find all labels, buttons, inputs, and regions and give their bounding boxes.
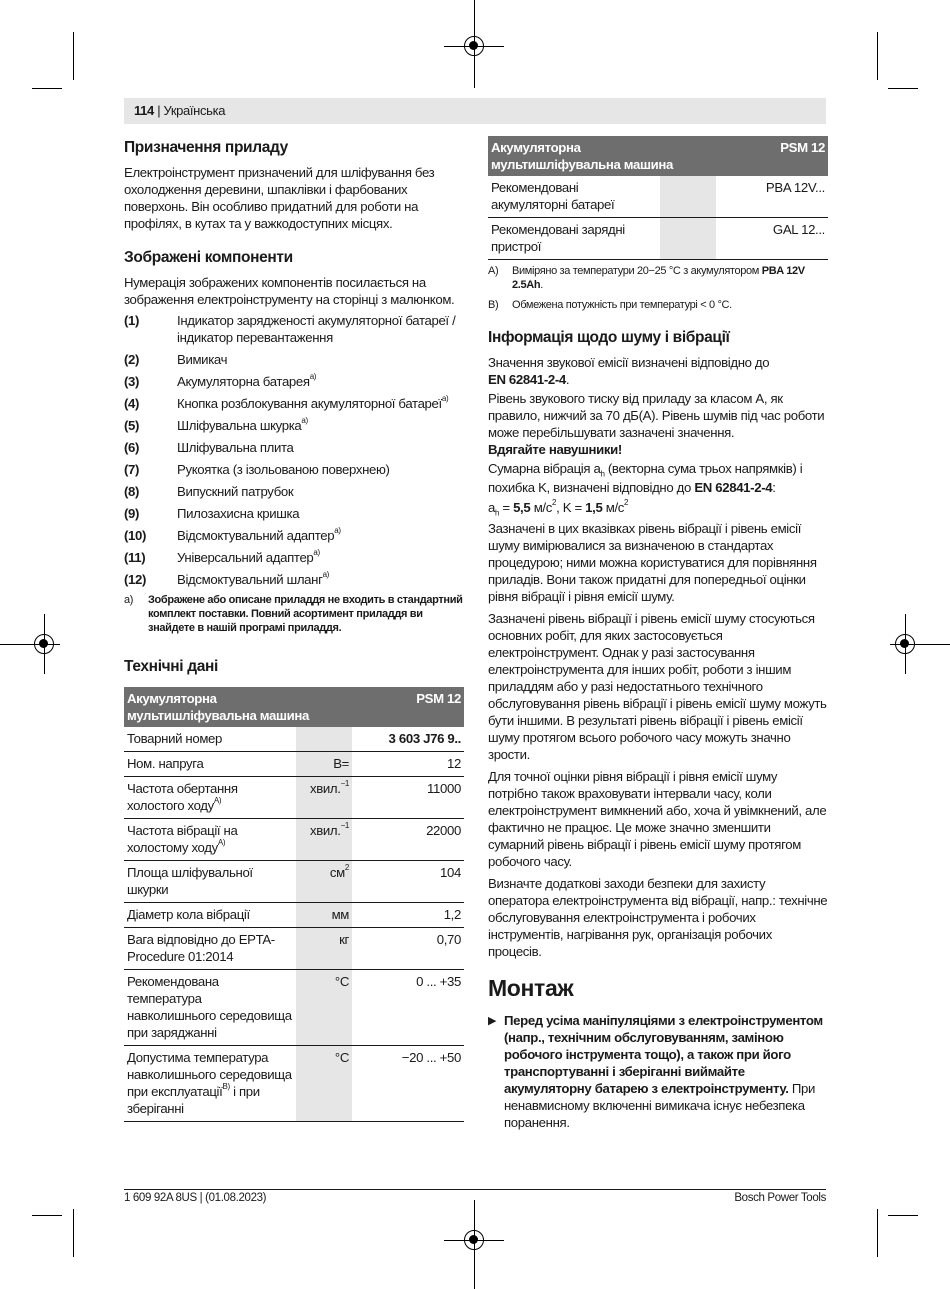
row-value: 3 603 J76 9..	[352, 727, 464, 752]
item-number: (5)	[124, 418, 140, 433]
row-unit	[660, 218, 716, 260]
item-footnote-ref: a)	[334, 526, 341, 535]
row-value: −20 ... +50	[352, 1046, 464, 1122]
table-row	[124, 1046, 464, 1122]
warning-bold: Перед усіма маніпуляціями з електроінструментом (напр., технічним обслуговуванням, заміною робочого інструмента тощо), а також при його транспортуванні і зберіганні виймайте акумуляторну батарею з електроінструменту.	[504, 1013, 823, 1097]
formula-symbol: a	[488, 499, 495, 515]
formula-value: 1,5	[585, 499, 603, 515]
list-item	[124, 439, 464, 456]
item-number: (3)	[124, 374, 140, 389]
table-row	[124, 970, 464, 1046]
row-value: 0 ... +35	[352, 970, 464, 1046]
row-value: 1,2	[352, 903, 464, 928]
row-label: Частота обертання холостого ходу	[127, 781, 238, 813]
item-footnote-ref: a)	[313, 548, 320, 557]
list-item	[124, 505, 464, 522]
item-label: Універсальний адаптер	[177, 550, 314, 565]
note-key: A)	[488, 265, 499, 277]
crop-mark	[73, 1209, 74, 1257]
table-header-title: Акумуляторна мультишліфувальна машина	[124, 687, 352, 727]
list-item	[124, 395, 464, 412]
row-value: 12	[352, 752, 464, 777]
list-item	[124, 312, 464, 346]
header-separator: |	[157, 103, 161, 118]
row-label-tail: і при зберіганні	[127, 1084, 260, 1116]
components-list	[124, 312, 464, 588]
row-value: 104	[352, 861, 464, 903]
formula-exponent: 2	[551, 497, 557, 507]
item-number: (1)	[124, 313, 140, 328]
row-footnote-ref: A)	[217, 838, 226, 847]
noise-text: Значення звукової емісії визначені відповідно до	[488, 355, 770, 370]
table-row	[124, 752, 464, 777]
row-unit: хвил.	[310, 823, 341, 838]
components-footnote	[124, 593, 464, 635]
item-footnote-ref: a)	[309, 372, 317, 381]
table-row	[124, 903, 464, 928]
row-unit: см	[329, 865, 345, 880]
item-number: (6)	[124, 440, 140, 455]
row-unit: °C	[296, 1046, 352, 1122]
item-number: (12)	[124, 572, 147, 587]
row-unit	[660, 176, 716, 218]
table-row	[124, 928, 464, 970]
right-column	[488, 136, 828, 1131]
crop-mark	[877, 1209, 878, 1257]
row-label: Вага відповідно до EPTA-Procedure 01:2014	[124, 928, 296, 970]
vibration-standard: EN 62841-2-4	[694, 479, 773, 495]
item-number: (8)	[124, 484, 140, 499]
crop-mark	[888, 88, 918, 89]
noise-text: Рівень звукового тиску від приладу за класом A, як правило, нижчий за 70 дБ(A). Рівень шумів під час роботи може перебільшувати зазначені значення.	[488, 391, 825, 440]
row-value: 11000	[352, 777, 464, 819]
header-bar	[124, 98, 826, 124]
components-heading: Зображені компоненти	[124, 249, 293, 266]
row-label: Площа шліфувальної шкурки	[124, 861, 296, 903]
registration-mark	[895, 634, 915, 654]
tech-heading: Технічні дані	[124, 658, 218, 675]
list-item	[124, 461, 464, 478]
row-value: 0,70	[352, 928, 464, 970]
registration-mark	[464, 36, 484, 56]
footnote-text: Зображене або описане приладдя не входить в стандартний комплект поставки. Повний асортимент приладдя ви знайдете в нашій програмі приладдя.	[148, 594, 463, 634]
table-row	[124, 861, 464, 903]
item-number: (11)	[124, 550, 146, 565]
crop-mark	[877, 32, 878, 80]
note-text: Виміряно за температури 20−25 °C з акумулятором	[512, 265, 762, 277]
note-battery: PBA 12V 2.5Ah	[512, 265, 805, 291]
tech-data-table	[124, 687, 464, 1122]
vibration-text: Сумарна вібрація a	[488, 461, 601, 476]
list-item	[124, 373, 464, 390]
formula-exponent: 2	[624, 497, 629, 507]
item-footnote-ref: a)	[301, 416, 308, 425]
item-label: Шліфувальна шкурка	[177, 418, 302, 433]
table-header-model: PSM 12	[352, 687, 464, 727]
crop-mark	[32, 1215, 62, 1216]
row-label: Товарний номер	[124, 727, 296, 752]
table-note-a	[488, 264, 828, 292]
unit-exponent: −1	[340, 821, 349, 830]
list-item	[124, 571, 464, 588]
bullet-arrow-icon: ▶	[488, 1015, 497, 1028]
formula-unit: м/с	[530, 499, 552, 515]
assembly-warning	[488, 1012, 828, 1131]
row-label: Діаметр кола вібрації	[124, 903, 296, 928]
row-value: 22000	[352, 819, 464, 861]
crop-mark	[32, 88, 62, 89]
row-unit: хвил.	[310, 781, 341, 796]
noise-paragraph	[488, 354, 828, 388]
item-footnote-ref: a)	[322, 570, 329, 579]
item-number: (4)	[124, 396, 140, 411]
table-header-title: Акумуляторна мультишліфувальна машина	[488, 136, 716, 176]
item-label: Пилозахисна кришка	[177, 506, 300, 521]
registration-mark	[34, 634, 54, 654]
noise-text-end: .	[565, 372, 570, 387]
row-value: PBA 12V...	[716, 176, 828, 218]
vibration-paragraph	[488, 460, 828, 496]
noise-paragraph: Для точної оцінки рівня вібрації і рівня емісії шуму потрібно також враховувати інтервали часу, коли електроінструмент вимкнений або, хоча й увімкнений, але фактично не працює. Це може значно зменшити сумарний рівень вібрації і рівень емісії шуму протягом робочого часу.	[488, 769, 827, 870]
noise-paragraph: Зазначені в цих вказівках рівень вібрації і рівень емісії шуму вимірювалися за визначеною в стандартах процедурою; ними можна користуватися для порівняння приладів. Вони також придатні для попередньої оцінки рівня вібрації і рівня емісії шуму.	[488, 521, 817, 605]
item-number: (2)	[124, 352, 140, 367]
page-header	[134, 103, 225, 118]
table-row	[124, 819, 464, 861]
row-footnote-ref: A)	[213, 796, 222, 805]
item-label: Вимикач	[177, 352, 228, 367]
table-row	[488, 176, 828, 218]
registration-mark	[464, 1230, 484, 1250]
tech-data-table-continued	[488, 136, 828, 260]
warning-text: При ненавмисному включенні вимикача існує небезпека поранення.	[504, 1081, 816, 1131]
row-label: Рекомендовані зарядні пристрої	[488, 218, 660, 260]
list-item	[124, 549, 464, 566]
list-item	[124, 527, 464, 544]
list-item	[124, 351, 464, 368]
footer-rule	[124, 1189, 826, 1190]
vibration-subscript: h	[600, 469, 605, 479]
list-item	[124, 483, 464, 500]
row-label: Частота вібрації на холостому ходу	[127, 823, 238, 855]
vibration-text-end: :	[772, 479, 776, 495]
row-unit	[296, 727, 352, 752]
ear-protection-warning: Вдягайте навушники!	[488, 442, 622, 457]
note-end: .	[540, 279, 543, 291]
table-row	[124, 727, 464, 752]
item-label: Рукоятка (з ізольованою поверхнею)	[177, 462, 390, 477]
item-label: Шліфувальна плита	[177, 440, 294, 455]
formula-value: 5,5	[513, 499, 531, 515]
noise-paragraph: Зазначені рівень вібрації і рівень емісії шуму стосуються основних робіт, для яких застосовується електроінструмент. Однак у разі застосування електроінструмента для інших робіт, роботи з іншим приладдям або у разі недостатнього технічного обслуговування рівень вібрації і рівень емісії шуму можуть бути іншими. В результаті рівень вібрації і рівень емісії шуму протягом всього робочого часу можуть значно зрости.	[488, 611, 827, 763]
table-row	[124, 777, 464, 819]
row-unit: °C	[296, 970, 352, 1046]
list-item	[124, 417, 464, 434]
row-unit: мм	[296, 903, 352, 928]
table-header-row	[124, 687, 464, 727]
table-header-row	[488, 136, 828, 176]
item-label: Індикатор зарядженості акумуляторної батареї / індикатор перевантаження	[177, 313, 456, 345]
row-label: Допустима температура навколишнього середовища при експлуатації	[127, 1050, 292, 1099]
noise-paragraph	[488, 390, 828, 458]
row-label: Ном. напруга	[124, 752, 296, 777]
crop-mark	[888, 1215, 918, 1216]
components-intro: Нумерація зображених компонентів посилається на зображення електроінструменту на сторінці з малюнком.	[124, 275, 455, 307]
table-note-b	[488, 298, 828, 312]
noise-paragraph: Визначте додаткові заходи безпеки для захисту оператора електроінструмента від вібрації, напр.: технічне обслуговування електроінструмента і робочих інструментів, нагрівання рук, організація робочих процесів.	[488, 876, 828, 960]
left-column	[124, 138, 464, 1122]
vibration-text: (векторна сума трьох напрямків) і похибка K, визначені відповідно до	[488, 461, 803, 495]
row-unit: кг	[296, 928, 352, 970]
item-label: Акумуляторна батарея	[177, 374, 310, 389]
row-unit: В=	[296, 752, 352, 777]
note-text: Обмежена потужність при температурі < 0 °C.	[512, 299, 732, 311]
row-label: Рекомендовані акумуляторні батареї	[488, 176, 660, 218]
item-label: Відсмоктувальний адаптер	[177, 528, 335, 543]
item-number: (9)	[124, 506, 140, 521]
footnote-key: a)	[124, 594, 134, 606]
item-footnote-ref: a)	[441, 394, 449, 403]
intended-use-heading: Призначення приладу	[124, 139, 288, 156]
page-number: 114	[134, 103, 154, 118]
note-key: B)	[488, 299, 499, 311]
unit-exponent: 2	[344, 863, 349, 872]
table-header-model: PSM 12	[716, 136, 828, 176]
row-value: GAL 12...	[716, 218, 828, 260]
formula-mid: , K =	[556, 499, 586, 515]
item-label: Відсмоктувальний шланг	[177, 572, 323, 587]
table-row	[488, 218, 828, 260]
item-number: (7)	[124, 462, 140, 477]
row-footnote-ref: B)	[222, 1082, 230, 1091]
formula-unit: м/с	[602, 499, 625, 515]
formula-subscript: h	[494, 508, 500, 518]
item-number: (10)	[124, 528, 147, 543]
item-label: Випускний патрубок	[177, 484, 294, 499]
footer-doc-id: 1 609 92A 8US | (01.08.2023)	[124, 1192, 267, 1204]
footer-brand: Bosch Power Tools	[734, 1192, 826, 1204]
item-label: Кнопка розблокування акумуляторної батареї	[177, 396, 442, 411]
formula-eq: =	[499, 499, 514, 515]
unit-exponent: −1	[340, 779, 349, 788]
vibration-formula	[488, 499, 828, 518]
intended-use-text: Електроінструмент призначений для шліфування без охолодження деревини, шпаклівки і фарбованих поверхонь. Він особливо придатний для роботи на профілях, в кутах та у важкодоступних місцях.	[124, 165, 435, 231]
crop-mark	[73, 32, 74, 80]
header-language: Українська	[163, 103, 226, 118]
noise-heading: Інформація щодо шуму і вібрації	[488, 329, 730, 346]
assembly-heading: Монтаж	[488, 975, 574, 1002]
noise-standard: EN 62841-2-4	[488, 372, 566, 387]
row-label: Рекомендована температура навколишнього середовища при заряджанні	[124, 970, 296, 1046]
